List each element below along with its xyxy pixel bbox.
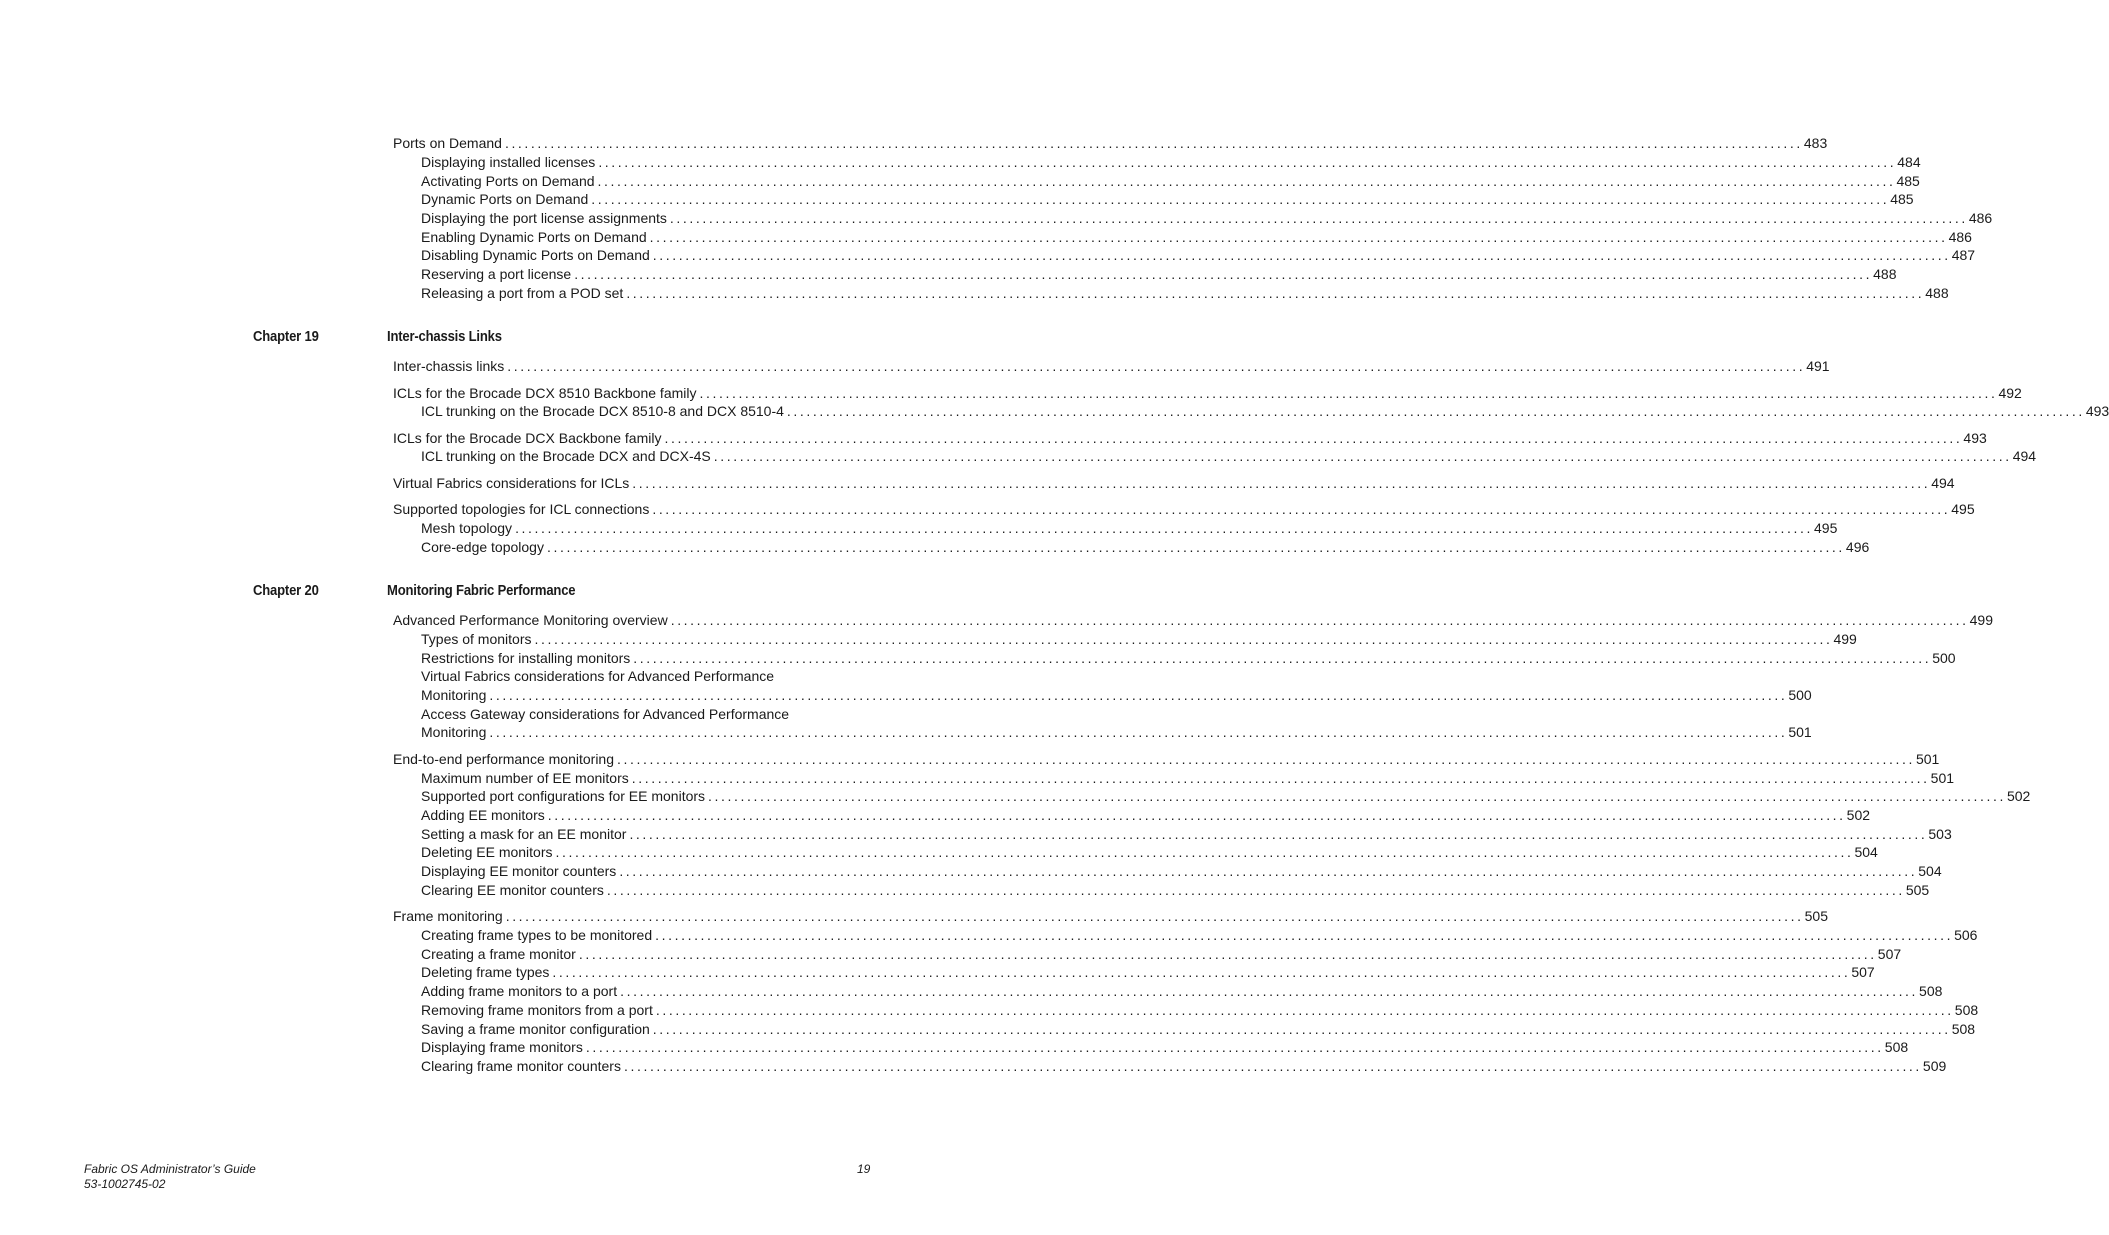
toc-entry-title: ICL trunking on the Brocade DCX and DCX-4S <box>421 448 711 464</box>
dot-leader: ........................................................................................................................................................................................................ <box>597 173 1896 189</box>
toc-entry-page: 505 <box>1804 908 1828 924</box>
toc-entry-title: Adding frame monitors to a port <box>421 983 618 999</box>
toc-entry[interactable] <box>421 843 1878 861</box>
toc-entry-title: ICLs for the Brocade DCX 8510 Backbone family <box>393 385 697 401</box>
toc-entry-page: 500 <box>1788 687 1812 703</box>
dot-leader: ........................................................................................................................................................................................................ <box>617 751 1915 767</box>
toc-entry[interactable] <box>421 284 1949 302</box>
toc-entry[interactable] <box>421 630 1857 648</box>
toc-entry[interactable] <box>393 500 1975 518</box>
toc-entry[interactable] <box>393 384 2022 402</box>
toc-entry[interactable] <box>421 881 1930 899</box>
dot-leader: ........................................................................................................................................................................................................ <box>620 983 1919 999</box>
toc-entry[interactable] <box>421 1020 1976 1038</box>
toc-entry-page: 486 <box>1948 229 1972 245</box>
dot-leader: ........................................................................................................................................................................................................ <box>555 844 1854 860</box>
toc-entry[interactable] <box>421 649 1956 667</box>
toc-entry[interactable] <box>421 787 2031 805</box>
toc-entry-page: 508 <box>1884 1039 1909 1055</box>
toc-entry[interactable] <box>393 134 1828 152</box>
dot-leader: ........................................................................................................................................................................................................ <box>670 612 1969 628</box>
toc-entry-title: Activating Ports on Demand <box>421 173 595 189</box>
toc-entry-page: 501 <box>1930 770 1955 786</box>
toc-entry-title: Releasing a port from a POD set <box>421 285 624 301</box>
toc-entry[interactable] <box>421 945 1902 963</box>
toc-entry-page: 502 <box>1846 807 1871 823</box>
toc-entry-page: 487 <box>1951 247 1976 263</box>
toc-entry-page: 499 <box>1833 631 1857 647</box>
toc-entry[interactable] <box>421 1001 1979 1019</box>
toc-entry-page: 508 <box>1919 983 1943 999</box>
toc-entry-page: 485 <box>1896 173 1920 189</box>
toc-entry-title: ICL trunking on the Brocade DCX 8510-8 and DCX 8510-4 <box>421 403 784 419</box>
toc-entry-title: Disabling Dynamic Ports on Demand <box>421 247 650 263</box>
dot-leader: ........................................................................................................................................................................................................ <box>669 210 1968 226</box>
toc-entry-title: Types of monitors <box>421 631 532 647</box>
dot-leader: ........................................................................................................................................................................................................ <box>632 475 1931 491</box>
dot-leader: ........................................................................................................................................................................................................ <box>507 358 1806 374</box>
toc-entry[interactable] <box>393 907 1828 925</box>
dot-leader: ........................................................................................................................................................................................................ <box>649 229 1948 245</box>
toc-entry-page: 493 <box>2085 403 2109 419</box>
toc-entry[interactable] <box>421 172 1920 190</box>
toc-entry[interactable] <box>421 862 1942 880</box>
toc-entry-title: Monitoring <box>421 687 487 703</box>
toc-entry-title: Clearing frame monitor counters <box>421 1058 621 1074</box>
dot-leader: ........................................................................................................................................................................................................ <box>652 247 1951 263</box>
toc-entry-title: Virtual Fabrics considerations for ICLs <box>393 475 630 491</box>
toc-entry-title: Deleting frame types <box>421 964 550 980</box>
toc-entry-page: 502 <box>2006 788 2031 804</box>
dot-leader: ........................................................................................................................................................................................................ <box>598 154 1897 170</box>
toc-entry-page: 484 <box>1897 154 1921 170</box>
toc-entry[interactable] <box>421 153 1921 171</box>
toc-entry[interactable] <box>421 1038 1909 1056</box>
toc-entry-page: 504 <box>1854 844 1878 860</box>
toc-entry-title: Removing frame monitors from a port <box>421 1002 653 1018</box>
toc-entry-title: Displaying frame monitors <box>421 1039 583 1055</box>
toc-entry[interactable] <box>421 667 842 685</box>
toc-entry-page: 486 <box>1968 210 1993 226</box>
toc-entry[interactable] <box>421 246 1976 264</box>
toc-entry[interactable] <box>421 209 1993 227</box>
chapter-label: Chapter 20 <box>253 583 319 599</box>
dot-leader: ........................................................................................................................................................................................................ <box>505 908 1804 924</box>
toc-entry[interactable] <box>393 611 1993 629</box>
toc-entry-title: Inter-chassis links <box>393 358 505 374</box>
toc-entry-page: 496 <box>1845 539 1870 555</box>
toc-entry[interactable] <box>421 228 1972 246</box>
toc-entry[interactable] <box>421 982 1943 1000</box>
dot-leader: ........................................................................................................................................................................................................ <box>534 631 1833 647</box>
toc-entry-title: Virtual Fabrics considerations for Advanced Performance <box>421 668 775 684</box>
toc-entry-title: Setting a mask for an EE monitor <box>421 826 627 842</box>
toc-entry[interactable] <box>421 769 1955 787</box>
dot-leader: ........................................................................................................................................................................................................ <box>655 927 1954 943</box>
dot-leader: ........................................................................................................................................................................................................ <box>515 520 1813 536</box>
dot-leader: ........................................................................................................................................................................................................ <box>629 826 1928 842</box>
dot-leader: ........................................................................................................................................................................................................ <box>574 266 1873 282</box>
toc-entry-title: Frame monitoring <box>393 908 503 924</box>
toc-entry-title: Enabling Dynamic Ports on Demand <box>421 229 647 245</box>
footer-page-number: 19 <box>857 1162 871 1176</box>
toc-entry-page: 500 <box>1932 650 1956 666</box>
toc-entry[interactable] <box>393 474 1955 492</box>
dot-leader: ........................................................................................................................................................................................................ <box>655 1002 1954 1018</box>
dot-leader: ........................................................................................................................................................................................................ <box>619 863 1918 879</box>
toc-entry-title: Displaying the port license assignments <box>421 210 667 226</box>
toc-entry-title: Displaying installed licenses <box>421 154 596 170</box>
dot-leader: ........................................................................................................................................................................................................ <box>786 403 2085 419</box>
toc-entry-page: 509 <box>1922 1058 1947 1074</box>
toc-entry-page: 506 <box>1954 927 1978 943</box>
dot-leader: ........................................................................................................................................................................................................ <box>713 448 2012 464</box>
toc-entry[interactable] <box>421 265 1897 283</box>
toc-entry-title: Maximum number of EE monitors <box>421 770 629 786</box>
dot-leader: ........................................................................................................................................................................................................ <box>578 946 1877 962</box>
toc-entry[interactable] <box>421 538 1870 556</box>
chapter-label: Chapter 19 <box>253 329 319 345</box>
dot-leader: ........................................................................................................................................................................................................ <box>631 770 1930 786</box>
toc-entry[interactable] <box>421 806 1871 824</box>
dot-leader: ........................................................................................................................................................................................................ <box>547 807 1846 823</box>
dot-leader: ........................................................................................................................................................................................................ <box>489 724 1788 740</box>
toc-entry[interactable] <box>421 447 2037 465</box>
toc-entry-page: 483 <box>1803 135 1828 151</box>
toc-entry-title: Creating a frame monitor <box>421 946 576 962</box>
toc-entry-title: Supported port configurations for EE monitors <box>421 788 706 804</box>
dot-leader: ........................................................................................................................................................................................................ <box>626 285 1925 301</box>
dot-leader: ........................................................................................................................................................................................................ <box>504 135 1803 151</box>
dot-leader: ........................................................................................................................................................................................................ <box>591 191 1890 207</box>
toc-entry-title: Reserving a port license <box>421 266 572 282</box>
toc-entry-title: Deleting EE monitors <box>421 844 553 860</box>
dot-leader: ........................................................................................................................................................................................................ <box>489 687 1788 703</box>
toc-entry-page: 493 <box>1963 430 1987 446</box>
toc-entry-page: 492 <box>1998 385 2022 401</box>
chapter-title: Monitoring Fabric Performance <box>387 583 576 599</box>
dot-leader: ........................................................................................................................................................................................................ <box>652 1021 1951 1037</box>
toc-entry-title: Creating frame types to be monitored <box>421 927 653 943</box>
toc-entry-page: 485 <box>1890 191 1914 207</box>
dot-leader: ........................................................................................................................................................................................................ <box>546 539 1845 555</box>
toc-entry[interactable] <box>421 686 1812 704</box>
dot-leader: ........................................................................................................................................................................................................ <box>585 1039 1884 1055</box>
toc-entry[interactable] <box>421 190 1914 208</box>
toc-entry-page: 504 <box>1918 863 1942 879</box>
toc-entry-title: Clearing EE monitor counters <box>421 882 604 898</box>
toc-entry-title: Ports on Demand <box>393 135 502 151</box>
toc-entry-page: 488 <box>1873 266 1897 282</box>
toc-entry[interactable] <box>421 926 1978 944</box>
dot-leader: ........................................................................................................................................................................................................ <box>699 385 1998 401</box>
toc-entry[interactable] <box>393 750 1940 768</box>
toc-entry-page: 503 <box>1928 826 1952 842</box>
toc-entry-title: Advanced Performance Monitoring overview <box>393 612 668 628</box>
toc-entry-page: 494 <box>1931 475 1955 491</box>
toc-entry[interactable] <box>421 825 1952 843</box>
dot-leader: ........................................................................................................................................................................................................ <box>652 501 1951 517</box>
toc-entry-page: 508 <box>1951 1021 1976 1037</box>
toc-entry-title: Access Gateway considerations for Advanced Performance <box>421 706 790 722</box>
toc-entry-title: End-to-end performance monitoring <box>393 751 615 767</box>
toc-entry-page: 508 <box>1954 1002 1979 1018</box>
toc-entry[interactable] <box>421 402 2109 420</box>
dot-leader: ........................................................................................................................................................................................................ <box>633 650 1932 666</box>
dot-leader: ........................................................................................................................................................................................................ <box>606 882 1905 898</box>
toc-entry-title: Supported topologies for ICL connections <box>393 501 650 517</box>
toc-entry-title: ICLs for the Brocade DCX Backbone family <box>393 430 662 446</box>
toc-entry-page: 501 <box>1915 751 1940 767</box>
dot-leader: ........................................................................................................................................................................................................ <box>623 1058 1922 1074</box>
toc-entry[interactable] <box>421 705 842 723</box>
toc-entry[interactable] <box>421 963 1875 981</box>
toc-entry-title: Restrictions for installing monitors <box>421 650 631 666</box>
dot-leader: ........................................................................................................................................................................................................ <box>552 964 1851 980</box>
toc-entry-page: 505 <box>1905 882 1930 898</box>
toc-entry-page: 495 <box>1951 501 1975 517</box>
dot-leader: ........................................................................................................................................................................................................ <box>708 788 2006 804</box>
toc-entry-title: Dynamic Ports on Demand <box>421 191 589 207</box>
footer-doc-number: 53-1002745-02 <box>84 1177 166 1191</box>
chapter-title: Inter-chassis Links <box>387 329 502 345</box>
toc-entry[interactable] <box>393 429 1987 447</box>
toc-entry-title: Saving a frame monitor configuration <box>421 1021 650 1037</box>
toc-entry[interactable] <box>421 723 1812 741</box>
toc-entry-page: 494 <box>2012 448 2037 464</box>
toc-entry-page: 499 <box>1969 612 1993 628</box>
toc-entry-page: 495 <box>1814 520 1838 536</box>
toc-entry-title: Adding EE monitors <box>421 807 545 823</box>
toc-entry-page: 488 <box>1925 285 1949 301</box>
toc-entry[interactable] <box>421 519 1838 537</box>
toc-entry-page: 501 <box>1788 724 1812 740</box>
toc-entry-page: 507 <box>1877 946 1902 962</box>
dot-leader: ........................................................................................................................................................................................................ <box>664 430 1963 446</box>
toc-entry-page: 507 <box>1851 964 1875 980</box>
toc-entry-title: Mesh topology <box>421 520 513 536</box>
toc-entry-title: Monitoring <box>421 724 487 740</box>
toc-entry[interactable] <box>421 1057 1947 1075</box>
toc-entry-title: Core-edge topology <box>421 539 544 555</box>
toc-entry-page: 491 <box>1806 358 1830 374</box>
toc-entry-title: Displaying EE monitor counters <box>421 863 617 879</box>
footer-guide-title: Fabric OS Administrator’s Guide <box>84 1162 256 1176</box>
toc-entry[interactable] <box>393 357 1830 375</box>
